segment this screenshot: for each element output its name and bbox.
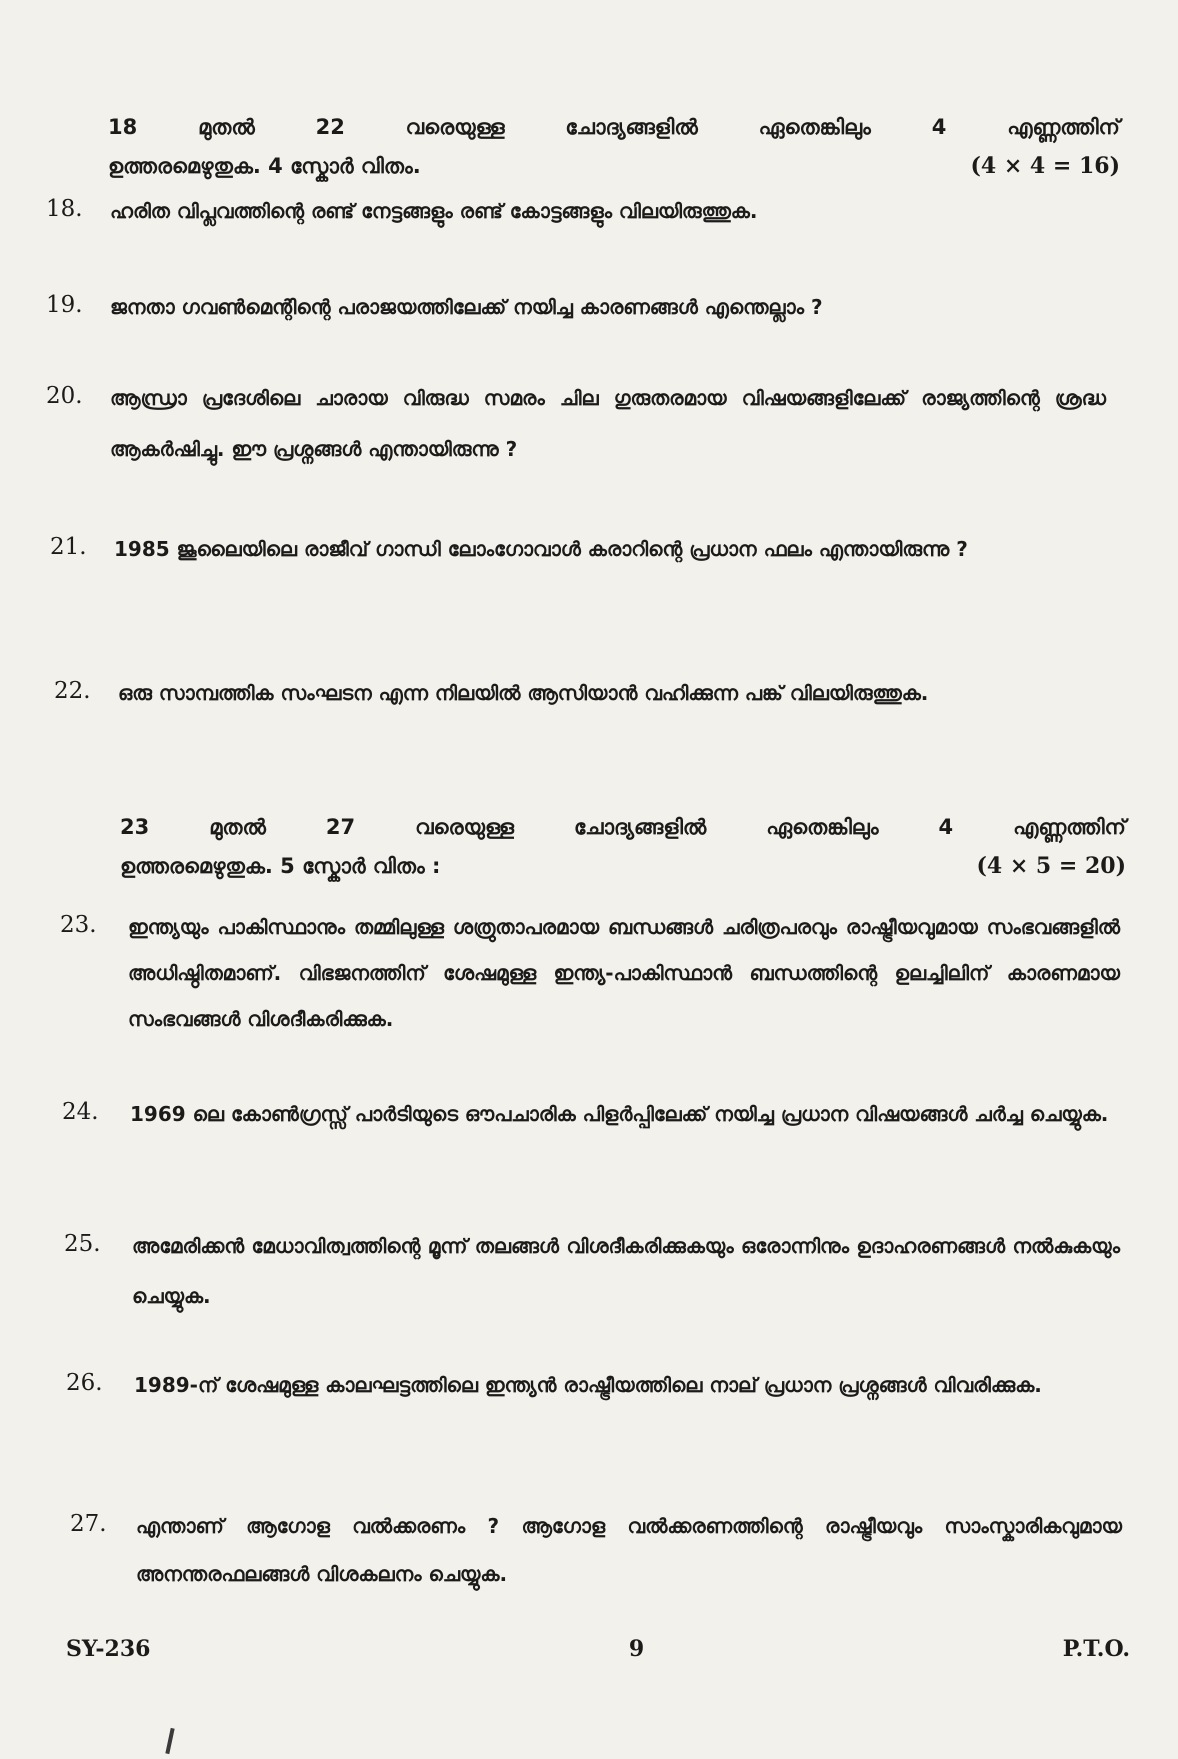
instruction-word: 23 (120, 815, 150, 839)
question-number: 22. (54, 678, 91, 704)
question-text: ഒരു സാമ്പത്തിക സംഘടന എന്ന നിലയിൽ ആസിയാൻ വഹിക്കുന്ന പങ്ക് വിലയിരുത്തുക. (118, 681, 929, 705)
instruction-word: എണ്ണത്തിന് (1013, 815, 1126, 839)
instruction-text: ഉത്തരമെഴുതുക. 4 സ്കോർ വിതം. (108, 154, 421, 178)
instruction-word: 27 (325, 815, 356, 839)
instruction-word: ചോദ്യങ്ങളിൽ (565, 115, 698, 139)
instruction-word: വരെയുള്ള (415, 815, 514, 839)
question-number: 24. (62, 1099, 99, 1125)
instruction-word: എണ്ണത്തിന് (1007, 115, 1120, 139)
question-24 (62, 1099, 1120, 1139)
question-text: 1969 ലെ കോൺഗ്രസ്സ് പാർടിയുടെ ഔപചാരിക പിളർപ്പിലേക്ക് നയിച്ച പ്രധാന വിഷയങ്ങൾ ചർച്ച ചെയ്യുക. (130, 1102, 1109, 1126)
instruction-word: ഏതെങ്കിലും (766, 815, 879, 839)
instruction-word: മുതൽ (198, 115, 255, 139)
instruction-line-1 (120, 812, 1126, 842)
question-number: 23. (60, 912, 97, 938)
instruction-word: 4 (931, 115, 947, 139)
instruction-word: ചോദ്യങ്ങളിൽ (573, 815, 707, 839)
section-instruction-23-27 (120, 812, 1126, 881)
question-20 (46, 383, 1106, 475)
question-23 (60, 912, 1120, 1042)
question-number: 18. (46, 196, 83, 222)
question-27 (70, 1511, 1122, 1598)
question-22 (54, 678, 1106, 719)
question-number: 20. (46, 383, 83, 409)
instruction-line-2 (120, 851, 1126, 881)
question-text: ഇന്ത്യയും പാകിസ്ഥാനും തമ്മിലുള്ള ശത്രുതാപരമായ ബന്ധങ്ങൾ ചരിത്രപരവും രാഷ്ട്രീയവുമായ സംഭവങ്ങളിൽ അധിഷ്ഠിതമാണ്. വിഭജനത്തിന് ശേഷമുള്ള ഇന്ത്യ-പാകിസ്ഥാൻ ബന്ധത്തിന്റെ ഉലച്ചിലിന് കാരണമായ സംഭവങ്ങൾ വിശദീകരിക്കുക. (128, 915, 1120, 1031)
question-text: 1985 ജൂലൈയിലെ രാജീവ് ഗാന്ധി ലോംഗോവാൾ കരാറിന്റെ പ്രധാന ഫലം എന്തായിരുന്നു ? (114, 537, 968, 561)
question-number: 26. (66, 1370, 103, 1396)
paper-code: SY-236 (66, 1636, 151, 1662)
instruction-word: 18 (108, 115, 138, 139)
question-text: 1989-ന് ശേഷമുള്ള കാലഘട്ടത്തിലെ ഇന്ത്യൻ രാഷ്ട്രീയത്തിലെ നാല് പ്രധാന പ്രശ്നങ്ങൾ വിവരിക്കുക. (134, 1373, 1042, 1397)
pen-mark (165, 1728, 174, 1754)
page-footer (66, 1636, 1130, 1662)
question-number: 19. (46, 292, 83, 318)
question-19 (46, 292, 1106, 322)
section-instruction-18-22 (108, 112, 1120, 181)
question-18 (46, 196, 1106, 226)
instruction-word: മുതൽ (209, 815, 266, 839)
question-21 (50, 534, 1106, 575)
question-text: ഹരിത വിപ്ലവത്തിന്റെ രണ്ട് നേട്ടങ്ങളും രണ്ട് കോട്ടങ്ങളും വിലയിരുത്തുക. (110, 199, 758, 223)
question-text: ജനതാ ഗവൺമെന്റിന്റെ പരാജയത്തിലേക്ക് നയിച്ച കാരണങ്ങൾ എന്തെല്ലാം ? (110, 295, 823, 319)
question-26 (66, 1370, 1120, 1410)
instruction-word: 4 (938, 815, 954, 839)
question-text: എന്താണ് ആഗോള വൽക്കരണം ? ആഗോള വൽക്കരണത്തിന്റെ രാഷ്ട്രീയവും സാംസ്കാരികവുമായ അനന്തരഫലങ്ങൾ വിശകലനം ചെയ്യുക. (136, 1514, 1122, 1586)
instruction-line-1 (108, 112, 1120, 142)
instruction-word: 22 (315, 115, 345, 139)
question-text: അമേരിക്കൻ മേധാവിത്വത്തിന്റെ മൂന്ന് തലങ്ങൾ വിശദീകരിക്കുകയും ഒരോന്നിനും ഉദാഹരണങ്ങൾ നൽകുകയും ചെയ്യുക. (132, 1234, 1120, 1308)
instruction-line-2 (108, 151, 1120, 181)
pto-label: P.T.O. (1062, 1636, 1130, 1662)
question-number: 25. (64, 1231, 101, 1257)
page-number: 9 (628, 1636, 645, 1662)
instruction-word: ഏതെങ്കിലും (758, 115, 871, 139)
question-number: 21. (50, 534, 87, 560)
marks-label: (4 × 4 = 16) (970, 153, 1120, 179)
instruction-text: ഉത്തരമെഴുതുക. 5 സ്കോർ വിതം : (120, 854, 441, 878)
question-25 (64, 1231, 1120, 1321)
instruction-word: വരെയുള്ള (405, 115, 505, 139)
question-number: 27. (70, 1511, 107, 1537)
marks-label: (4 × 5 = 20) (976, 853, 1126, 879)
question-text: ആന്ധ്രാ പ്രദേശിലെ ചാരായ വിരുദ്ധ സമരം ചില ഗുരുതരമായ വിഷയങ്ങളിലേക്ക് രാജ്യത്തിന്റെ ശ്രദ്ധ ആകർഷിച്ചു. ഈ പ്രശ്നങ്ങൾ എന്തായിരുന്നു ? (110, 386, 1106, 461)
